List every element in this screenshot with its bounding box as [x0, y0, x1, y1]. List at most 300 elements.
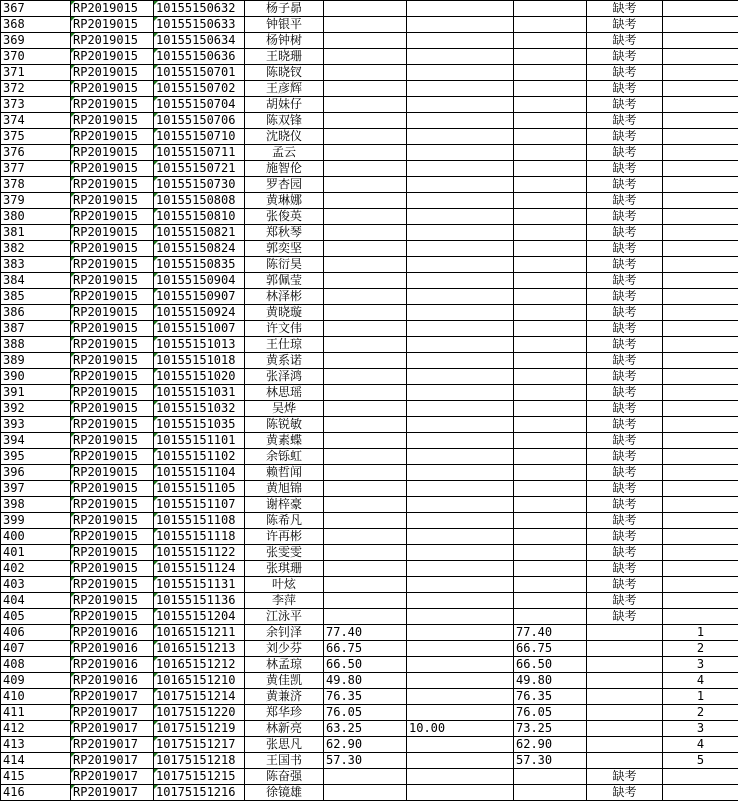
position-code-cell[interactable]: RP2019015 [71, 209, 154, 225]
total-score-cell[interactable] [514, 81, 587, 97]
rank-cell[interactable]: 1 [663, 689, 738, 705]
remark-cell[interactable] [587, 721, 663, 737]
exam-id-cell[interactable]: 10175151217 [154, 737, 245, 753]
position-code-cell[interactable]: RP2019015 [71, 97, 154, 113]
row-number-cell[interactable]: 389 [1, 353, 71, 369]
rank-cell[interactable]: 3 [663, 721, 738, 737]
row-number-cell[interactable]: 393 [1, 417, 71, 433]
exam-id-cell[interactable]: 10155150835 [154, 257, 245, 273]
candidate-name-cell[interactable]: 陈双锋 [245, 113, 324, 129]
rank-cell[interactable] [663, 337, 738, 353]
position-code-cell[interactable]: RP2019015 [71, 81, 154, 97]
candidate-name-cell[interactable]: 郭奕坚 [245, 241, 324, 257]
total-score-cell[interactable]: 66.50 [514, 657, 587, 673]
position-code-cell[interactable]: RP2019015 [71, 449, 154, 465]
remark-cell[interactable]: 缺考 [587, 577, 663, 593]
remark-cell[interactable]: 缺考 [587, 81, 663, 97]
remark-cell[interactable]: 缺考 [587, 257, 663, 273]
bonus-score-cell[interactable] [407, 81, 514, 97]
remark-cell[interactable]: 缺考 [587, 17, 663, 33]
written-score-cell[interactable] [324, 177, 407, 193]
remark-cell[interactable]: 缺考 [587, 177, 663, 193]
row-number-cell[interactable]: 409 [1, 673, 71, 689]
row-number-cell[interactable]: 399 [1, 513, 71, 529]
exam-id-cell[interactable]: 10155151007 [154, 321, 245, 337]
row-number-cell[interactable]: 408 [1, 657, 71, 673]
bonus-score-cell[interactable] [407, 785, 514, 801]
candidate-name-cell[interactable]: 余钊泽 [245, 625, 324, 641]
position-code-cell[interactable]: RP2019015 [71, 433, 154, 449]
rank-cell[interactable] [663, 129, 738, 145]
bonus-score-cell[interactable] [407, 513, 514, 529]
remark-cell[interactable]: 缺考 [587, 369, 663, 385]
remark-cell[interactable]: 缺考 [587, 225, 663, 241]
bonus-score-cell[interactable] [407, 289, 514, 305]
remark-cell[interactable]: 缺考 [587, 337, 663, 353]
written-score-cell[interactable]: 76.35 [324, 689, 407, 705]
candidate-name-cell[interactable]: 陈晓钗 [245, 65, 324, 81]
written-score-cell[interactable]: 63.25 [324, 721, 407, 737]
candidate-name-cell[interactable]: 杨钟树 [245, 33, 324, 49]
rank-cell[interactable]: 2 [663, 705, 738, 721]
rank-cell[interactable] [663, 177, 738, 193]
total-score-cell[interactable] [514, 497, 587, 513]
total-score-cell[interactable] [514, 577, 587, 593]
candidate-name-cell[interactable]: 黄兼济 [245, 689, 324, 705]
exam-id-cell[interactable]: 10155151118 [154, 529, 245, 545]
rank-cell[interactable] [663, 545, 738, 561]
candidate-name-cell[interactable]: 林新亮 [245, 721, 324, 737]
bonus-score-cell[interactable] [407, 273, 514, 289]
written-score-cell[interactable] [324, 97, 407, 113]
written-score-cell[interactable] [324, 241, 407, 257]
position-code-cell[interactable]: RP2019015 [71, 497, 154, 513]
position-code-cell[interactable]: RP2019017 [71, 753, 154, 769]
bonus-score-cell[interactable] [407, 657, 514, 673]
rank-cell[interactable] [663, 609, 738, 625]
row-number-cell[interactable]: 391 [1, 385, 71, 401]
rank-cell[interactable] [663, 193, 738, 209]
exam-id-cell[interactable]: 10155150821 [154, 225, 245, 241]
remark-cell[interactable]: 缺考 [587, 241, 663, 257]
candidate-name-cell[interactable]: 孟云 [245, 145, 324, 161]
exam-id-cell[interactable]: 10155151035 [154, 417, 245, 433]
total-score-cell[interactable]: 73.25 [514, 721, 587, 737]
remark-cell[interactable]: 缺考 [587, 609, 663, 625]
rank-cell[interactable] [663, 433, 738, 449]
row-number-cell[interactable]: 400 [1, 529, 71, 545]
rank-cell[interactable]: 5 [663, 753, 738, 769]
written-score-cell[interactable]: 57.30 [324, 753, 407, 769]
written-score-cell[interactable] [324, 401, 407, 417]
exam-id-cell[interactable]: 10155151101 [154, 433, 245, 449]
candidate-name-cell[interactable]: 余铄虹 [245, 449, 324, 465]
row-number-cell[interactable]: 403 [1, 577, 71, 593]
bonus-score-cell[interactable] [407, 385, 514, 401]
written-score-cell[interactable] [324, 593, 407, 609]
exam-id-cell[interactable]: 10155151108 [154, 513, 245, 529]
position-code-cell[interactable]: RP2019015 [71, 337, 154, 353]
exam-id-cell[interactable]: 10155150632 [154, 1, 245, 17]
remark-cell[interactable]: 缺考 [587, 401, 663, 417]
row-number-cell[interactable]: 368 [1, 17, 71, 33]
row-number-cell[interactable]: 375 [1, 129, 71, 145]
candidate-name-cell[interactable]: 黄素蝶 [245, 433, 324, 449]
bonus-score-cell[interactable] [407, 753, 514, 769]
row-number-cell[interactable]: 388 [1, 337, 71, 353]
bonus-score-cell[interactable] [407, 321, 514, 337]
position-code-cell[interactable]: RP2019015 [71, 113, 154, 129]
bonus-score-cell[interactable] [407, 305, 514, 321]
position-code-cell[interactable]: RP2019017 [71, 705, 154, 721]
rank-cell[interactable] [663, 17, 738, 33]
exam-id-cell[interactable]: 10155151018 [154, 353, 245, 369]
bonus-score-cell[interactable] [407, 497, 514, 513]
position-code-cell[interactable]: RP2019015 [71, 369, 154, 385]
exam-id-cell[interactable]: 10155151031 [154, 385, 245, 401]
exam-id-cell[interactable]: 10155151013 [154, 337, 245, 353]
written-score-cell[interactable] [324, 577, 407, 593]
position-code-cell[interactable]: RP2019017 [71, 785, 154, 801]
written-score-cell[interactable] [324, 497, 407, 513]
candidate-name-cell[interactable]: 杨子昴 [245, 1, 324, 17]
exam-id-cell[interactable]: 10155150711 [154, 145, 245, 161]
candidate-name-cell[interactable]: 黄旭锦 [245, 481, 324, 497]
bonus-score-cell[interactable] [407, 529, 514, 545]
candidate-name-cell[interactable]: 陈锐敏 [245, 417, 324, 433]
position-code-cell[interactable]: RP2019015 [71, 241, 154, 257]
written-score-cell[interactable] [324, 193, 407, 209]
rank-cell[interactable] [663, 769, 738, 785]
total-score-cell[interactable]: 62.90 [514, 737, 587, 753]
position-code-cell[interactable]: RP2019015 [71, 1, 154, 17]
row-number-cell[interactable]: 412 [1, 721, 71, 737]
total-score-cell[interactable] [514, 369, 587, 385]
remark-cell[interactable]: 缺考 [587, 417, 663, 433]
candidate-name-cell[interactable]: 郑秋琴 [245, 225, 324, 241]
exam-id-cell[interactable]: 10155151105 [154, 481, 245, 497]
rank-cell[interactable] [663, 385, 738, 401]
position-code-cell[interactable]: RP2019015 [71, 65, 154, 81]
row-number-cell[interactable]: 370 [1, 49, 71, 65]
bonus-score-cell[interactable] [407, 561, 514, 577]
bonus-score-cell[interactable] [407, 737, 514, 753]
position-code-cell[interactable]: RP2019015 [71, 129, 154, 145]
candidate-name-cell[interactable]: 林思瑶 [245, 385, 324, 401]
candidate-name-cell[interactable]: 江泳平 [245, 609, 324, 625]
total-score-cell[interactable] [514, 401, 587, 417]
remark-cell[interactable] [587, 625, 663, 641]
total-score-cell[interactable] [514, 561, 587, 577]
bonus-score-cell[interactable] [407, 161, 514, 177]
bonus-score-cell[interactable] [407, 481, 514, 497]
written-score-cell[interactable] [324, 49, 407, 65]
candidate-name-cell[interactable]: 王仕琼 [245, 337, 324, 353]
exam-id-cell[interactable]: 10155151136 [154, 593, 245, 609]
exam-id-cell[interactable]: 10165151213 [154, 641, 245, 657]
exam-id-cell[interactable]: 10155151131 [154, 577, 245, 593]
position-code-cell[interactable]: RP2019017 [71, 769, 154, 785]
total-score-cell[interactable] [514, 193, 587, 209]
written-score-cell[interactable] [324, 609, 407, 625]
total-score-cell[interactable]: 57.30 [514, 753, 587, 769]
bonus-score-cell[interactable] [407, 177, 514, 193]
candidate-name-cell[interactable]: 李萍 [245, 593, 324, 609]
candidate-name-cell[interactable]: 钟银平 [245, 17, 324, 33]
written-score-cell[interactable] [324, 33, 407, 49]
exam-id-cell[interactable]: 10165151211 [154, 625, 245, 641]
position-code-cell[interactable]: RP2019016 [71, 657, 154, 673]
rank-cell[interactable] [663, 417, 738, 433]
remark-cell[interactable]: 缺考 [587, 289, 663, 305]
written-score-cell[interactable] [324, 337, 407, 353]
candidate-name-cell[interactable]: 黄佳凯 [245, 673, 324, 689]
total-score-cell[interactable] [514, 161, 587, 177]
exam-id-cell[interactable]: 10155150633 [154, 17, 245, 33]
bonus-score-cell[interactable] [407, 673, 514, 689]
total-score-cell[interactable] [514, 289, 587, 305]
row-number-cell[interactable]: 406 [1, 625, 71, 641]
exam-id-cell[interactable]: 10155151204 [154, 609, 245, 625]
position-code-cell[interactable]: RP2019015 [71, 609, 154, 625]
total-score-cell[interactable]: 49.80 [514, 673, 587, 689]
written-score-cell[interactable] [324, 209, 407, 225]
bonus-score-cell[interactable] [407, 433, 514, 449]
candidate-name-cell[interactable]: 张琪珊 [245, 561, 324, 577]
total-score-cell[interactable] [514, 97, 587, 113]
total-score-cell[interactable] [514, 481, 587, 497]
exam-id-cell[interactable]: 10155150702 [154, 81, 245, 97]
candidate-name-cell[interactable]: 陈希凡 [245, 513, 324, 529]
row-number-cell[interactable]: 371 [1, 65, 71, 81]
written-score-cell[interactable] [324, 65, 407, 81]
rank-cell[interactable] [663, 513, 738, 529]
rank-cell[interactable]: 2 [663, 641, 738, 657]
written-score-cell[interactable] [324, 289, 407, 305]
position-code-cell[interactable]: RP2019015 [71, 417, 154, 433]
total-score-cell[interactable] [514, 1, 587, 17]
position-code-cell[interactable]: RP2019015 [71, 289, 154, 305]
rank-cell[interactable]: 3 [663, 657, 738, 673]
exam-id-cell[interactable]: 10165151212 [154, 657, 245, 673]
written-score-cell[interactable] [324, 417, 407, 433]
total-score-cell[interactable] [514, 609, 587, 625]
rank-cell[interactable] [663, 257, 738, 273]
total-score-cell[interactable] [514, 433, 587, 449]
candidate-name-cell[interactable]: 林孟琼 [245, 657, 324, 673]
remark-cell[interactable]: 缺考 [587, 273, 663, 289]
written-score-cell[interactable] [324, 257, 407, 273]
position-code-cell[interactable]: RP2019017 [71, 737, 154, 753]
remark-cell[interactable]: 缺考 [587, 129, 663, 145]
candidate-name-cell[interactable]: 张雯雯 [245, 545, 324, 561]
rank-cell[interactable]: 1 [663, 625, 738, 641]
bonus-score-cell[interactable] [407, 705, 514, 721]
remark-cell[interactable]: 缺考 [587, 353, 663, 369]
written-score-cell[interactable]: 66.50 [324, 657, 407, 673]
remark-cell[interactable] [587, 689, 663, 705]
total-score-cell[interactable] [514, 529, 587, 545]
exam-id-cell[interactable]: 10155151102 [154, 449, 245, 465]
row-number-cell[interactable]: 416 [1, 785, 71, 801]
remark-cell[interactable]: 缺考 [587, 65, 663, 81]
remark-cell[interactable]: 缺考 [587, 513, 663, 529]
total-score-cell[interactable]: 66.75 [514, 641, 587, 657]
written-score-cell[interactable] [324, 353, 407, 369]
written-score-cell[interactable] [324, 481, 407, 497]
exam-id-cell[interactable]: 10155150904 [154, 273, 245, 289]
position-code-cell[interactable]: RP2019015 [71, 353, 154, 369]
exam-id-cell[interactable]: 10155150907 [154, 289, 245, 305]
exam-id-cell[interactable]: 10155150634 [154, 33, 245, 49]
total-score-cell[interactable] [514, 545, 587, 561]
bonus-score-cell[interactable] [407, 17, 514, 33]
bonus-score-cell[interactable] [407, 401, 514, 417]
remark-cell[interactable]: 缺考 [587, 385, 663, 401]
bonus-score-cell[interactable] [407, 1, 514, 17]
total-score-cell[interactable] [514, 145, 587, 161]
bonus-score-cell[interactable] [407, 593, 514, 609]
candidate-name-cell[interactable]: 胡妹仔 [245, 97, 324, 113]
row-number-cell[interactable]: 401 [1, 545, 71, 561]
exam-id-cell[interactable]: 10155150824 [154, 241, 245, 257]
total-score-cell[interactable] [514, 513, 587, 529]
row-number-cell[interactable]: 405 [1, 609, 71, 625]
rank-cell[interactable] [663, 49, 738, 65]
total-score-cell[interactable] [514, 49, 587, 65]
rank-cell[interactable] [663, 321, 738, 337]
written-score-cell[interactable] [324, 769, 407, 785]
written-score-cell[interactable] [324, 305, 407, 321]
bonus-score-cell[interactable] [407, 225, 514, 241]
position-code-cell[interactable]: RP2019015 [71, 529, 154, 545]
written-score-cell[interactable]: 77.40 [324, 625, 407, 641]
row-number-cell[interactable]: 415 [1, 769, 71, 785]
exam-id-cell[interactable]: 10175151218 [154, 753, 245, 769]
written-score-cell[interactable]: 62.90 [324, 737, 407, 753]
candidate-name-cell[interactable]: 黄系诺 [245, 353, 324, 369]
total-score-cell[interactable] [514, 17, 587, 33]
candidate-name-cell[interactable]: 黄琳娜 [245, 193, 324, 209]
row-number-cell[interactable]: 385 [1, 289, 71, 305]
candidate-name-cell[interactable]: 赖哲闻 [245, 465, 324, 481]
position-code-cell[interactable]: RP2019015 [71, 193, 154, 209]
exam-id-cell[interactable]: 10165151210 [154, 673, 245, 689]
candidate-name-cell[interactable]: 叶炫 [245, 577, 324, 593]
exam-id-cell[interactable]: 10155150730 [154, 177, 245, 193]
written-score-cell[interactable] [324, 513, 407, 529]
written-score-cell[interactable] [324, 433, 407, 449]
written-score-cell[interactable] [324, 113, 407, 129]
total-score-cell[interactable]: 76.05 [514, 705, 587, 721]
candidate-name-cell[interactable]: 许文伟 [245, 321, 324, 337]
total-score-cell[interactable] [514, 65, 587, 81]
row-number-cell[interactable]: 382 [1, 241, 71, 257]
bonus-score-cell[interactable] [407, 641, 514, 657]
row-number-cell[interactable]: 386 [1, 305, 71, 321]
written-score-cell[interactable] [324, 145, 407, 161]
written-score-cell[interactable] [324, 225, 407, 241]
total-score-cell[interactable]: 77.40 [514, 625, 587, 641]
written-score-cell[interactable] [324, 17, 407, 33]
total-score-cell[interactable] [514, 225, 587, 241]
remark-cell[interactable] [587, 673, 663, 689]
row-number-cell[interactable]: 410 [1, 689, 71, 705]
position-code-cell[interactable]: RP2019015 [71, 17, 154, 33]
remark-cell[interactable]: 缺考 [587, 529, 663, 545]
exam-id-cell[interactable]: 10155151032 [154, 401, 245, 417]
row-number-cell[interactable]: 396 [1, 465, 71, 481]
remark-cell[interactable] [587, 641, 663, 657]
candidate-name-cell[interactable]: 吴烨 [245, 401, 324, 417]
remark-cell[interactable]: 缺考 [587, 561, 663, 577]
total-score-cell[interactable] [514, 785, 587, 801]
total-score-cell[interactable] [514, 209, 587, 225]
position-code-cell[interactable]: RP2019016 [71, 673, 154, 689]
written-score-cell[interactable] [324, 273, 407, 289]
total-score-cell[interactable] [514, 769, 587, 785]
remark-cell[interactable]: 缺考 [587, 1, 663, 17]
candidate-name-cell[interactable]: 王国书 [245, 753, 324, 769]
position-code-cell[interactable]: RP2019015 [71, 225, 154, 241]
row-number-cell[interactable]: 414 [1, 753, 71, 769]
total-score-cell[interactable] [514, 33, 587, 49]
position-code-cell[interactable]: RP2019015 [71, 577, 154, 593]
candidate-name-cell[interactable]: 林泽彬 [245, 289, 324, 305]
rank-cell[interactable] [663, 353, 738, 369]
exam-id-cell[interactable]: 10155150924 [154, 305, 245, 321]
position-code-cell[interactable]: RP2019015 [71, 145, 154, 161]
total-score-cell[interactable] [514, 241, 587, 257]
remark-cell[interactable]: 缺考 [587, 593, 663, 609]
rank-cell[interactable] [663, 161, 738, 177]
exam-id-cell[interactable]: 10175151216 [154, 785, 245, 801]
exam-id-cell[interactable]: 10155150808 [154, 193, 245, 209]
written-score-cell[interactable]: 66.75 [324, 641, 407, 657]
bonus-score-cell[interactable] [407, 65, 514, 81]
exam-id-cell[interactable]: 10155150701 [154, 65, 245, 81]
row-number-cell[interactable]: 397 [1, 481, 71, 497]
written-score-cell[interactable] [324, 561, 407, 577]
bonus-score-cell[interactable]: 10.00 [407, 721, 514, 737]
row-number-cell[interactable]: 402 [1, 561, 71, 577]
remark-cell[interactable]: 缺考 [587, 161, 663, 177]
exam-id-cell[interactable]: 10155150706 [154, 113, 245, 129]
exam-id-cell[interactable]: 10155151122 [154, 545, 245, 561]
total-score-cell[interactable] [514, 113, 587, 129]
rank-cell[interactable] [663, 577, 738, 593]
row-number-cell[interactable]: 379 [1, 193, 71, 209]
bonus-score-cell[interactable] [407, 369, 514, 385]
bonus-score-cell[interactable] [407, 465, 514, 481]
row-number-cell[interactable]: 398 [1, 497, 71, 513]
position-code-cell[interactable]: RP2019016 [71, 641, 154, 657]
row-number-cell[interactable]: 392 [1, 401, 71, 417]
position-code-cell[interactable]: RP2019017 [71, 689, 154, 705]
rank-cell[interactable] [663, 785, 738, 801]
rank-cell[interactable] [663, 241, 738, 257]
bonus-score-cell[interactable] [407, 769, 514, 785]
bonus-score-cell[interactable] [407, 545, 514, 561]
exam-id-cell[interactable]: 10155151124 [154, 561, 245, 577]
total-score-cell[interactable] [514, 177, 587, 193]
candidate-name-cell[interactable]: 谢梓豪 [245, 497, 324, 513]
rank-cell[interactable] [663, 449, 738, 465]
remark-cell[interactable]: 缺考 [587, 433, 663, 449]
written-score-cell[interactable] [324, 369, 407, 385]
row-number-cell[interactable]: 376 [1, 145, 71, 161]
bonus-score-cell[interactable] [407, 689, 514, 705]
